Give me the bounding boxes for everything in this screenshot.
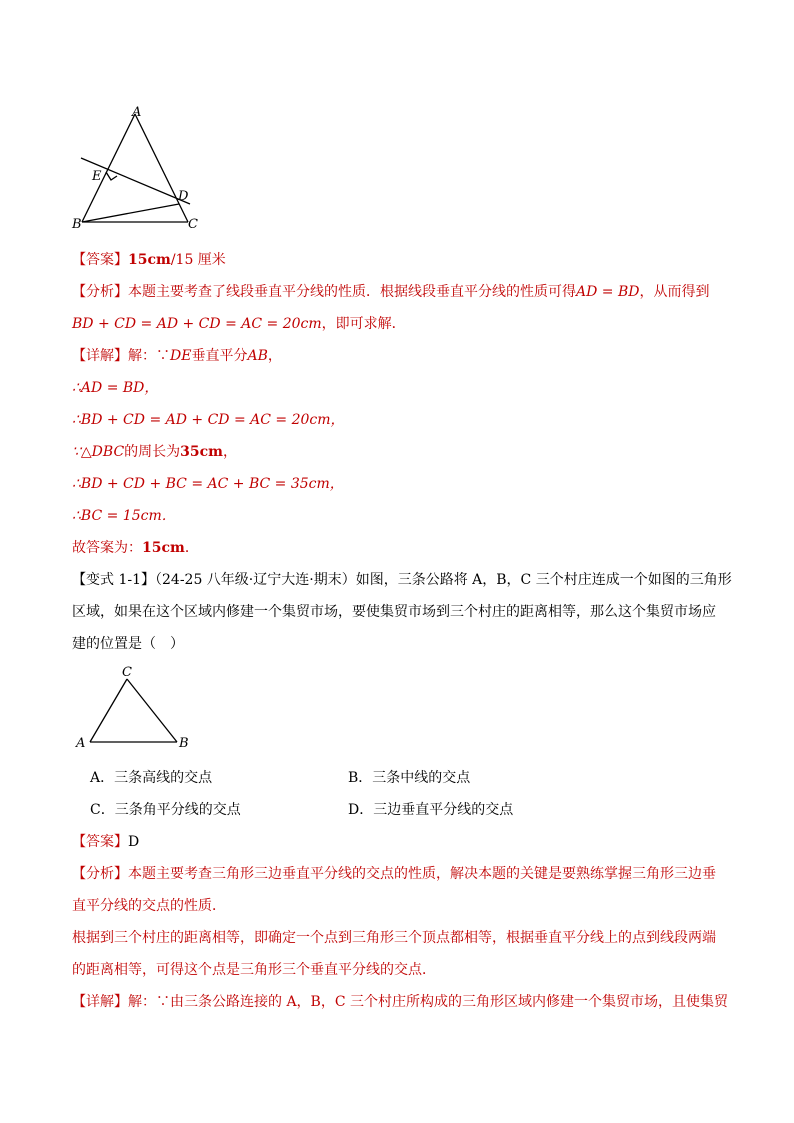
label-D: D (178, 189, 189, 204)
variant-question-line-3: 建的位置是（ ） (72, 636, 184, 652)
answer-2: 【答案】D (72, 834, 140, 850)
label-E: E (92, 169, 102, 184)
triangle-figure-1 (66, 100, 216, 235)
label-B-2: B (179, 736, 189, 751)
detail-1-line-3: ∴BD + CD = AD + CD = AC = 20cm， (72, 412, 345, 428)
detail-1-line-4: ∵△DBC的周长为35cm， (72, 444, 237, 460)
label-A-2: A (76, 736, 86, 751)
label-C-2: C (122, 665, 132, 680)
analysis-1-line-2: BD + CD = AD + CD = AC = 20cm，即可求解． (72, 316, 406, 332)
option-c[interactable]: C．三条角平分线的交点 (90, 802, 241, 818)
detail-1-line-6: ∴BC = 15cm． (72, 508, 176, 524)
detail-1-line-5: ∴BD + CD + BC = AC + BC = 35cm， (72, 476, 344, 492)
analysis-1-line-1: 【分析】本题主要考查了线段垂直平分线的性质．根据线段垂直平分线的性质可得AD = BD，从而得到 (72, 284, 710, 300)
answer-1: 【答案】15cm/15 厘米 (72, 252, 226, 268)
analysis-2-line-3: 根据到三个村庄的距离相等，即确定一个点到三角形三个顶点都相等，根据垂直平分线上的点到线段两端 (72, 930, 716, 946)
option-d[interactable]: D．三边垂直平分线的交点 (348, 802, 514, 818)
variant-question-line-1: 【变式 1-1】（24-25 八年级·辽宁大连·期末）如图，三条公路将 A，B，C 三个村庄连成一个如图的三角形 (72, 572, 732, 588)
detail-1-line-1: 【详解】解：∵DE垂直平分AB， (72, 348, 282, 364)
label-C: C (188, 217, 198, 232)
analysis-2-line-1: 【分析】本题主要考查三角形三边垂直平分线的交点的性质，解决本题的关键是要熟练掌握三角形三边垂 (72, 866, 716, 882)
variant-question-line-2: 区域，如果在这个区域内修建一个集贸市场，要使集贸市场到三个村庄的距离相等，那么这个集贸市场应 (72, 604, 716, 620)
analysis-2-line-2: 直平分线的交点的性质． (72, 898, 226, 914)
detail-2-line-1: 【详解】解：∵由三条公路连接的 A，B，C 三个村庄所构成的三角形区域内修建一个集贸市场，且使集贸 (72, 994, 729, 1010)
label-A: A (132, 105, 142, 120)
option-a[interactable]: A．三条高线的交点 (90, 770, 213, 786)
triangle-figure-2 (72, 662, 202, 752)
detail-1-line-7: 故答案为：15cm． (72, 540, 199, 556)
detail-1-line-2: ∴AD = BD， (72, 380, 159, 396)
analysis-2-line-4: 的距离相等，可得这个点是三角形三个垂直平分线的交点． (72, 962, 436, 978)
label-B: B (72, 217, 82, 232)
option-b[interactable]: B．三条中线的交点 (348, 770, 471, 786)
